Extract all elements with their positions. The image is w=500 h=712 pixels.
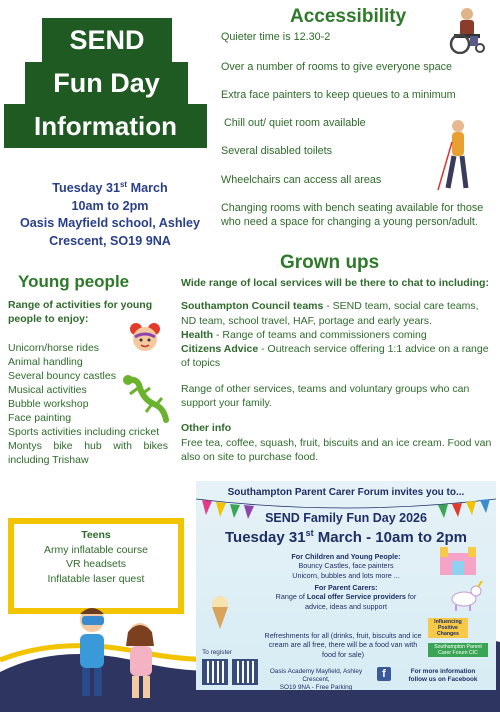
accessibility-item: who need a space for changing a young person/adult. [221,216,478,228]
grown-ups-section [181,276,496,464]
title-block [0,0,215,155]
health-teams: Health - Range of teams and commissioners coming [181,328,427,341]
teens-item: Army inflatable course [44,543,148,556]
accessibility-item: Changing rooms with bench seating available for those [221,202,484,214]
forum-logo: Southampton Parent Carer Forum CIC [428,643,488,657]
flyer-invite: Southampton Parent Carer Forum invites you to... [227,487,465,498]
activity-item: Face painting [8,412,72,424]
activity-item: Musical activities [8,384,87,396]
influencing-sign: Influencing Positive Changes [428,618,468,638]
other-services: Range of other services, teams and voluntary groups who can support your family. [181,382,470,410]
bouncy-castle-icon [436,541,480,577]
teens-item: VR headsets [65,558,127,570]
wheelchair-user-icon [440,6,494,54]
activity-item: Bubble workshop [8,398,89,410]
activity-item: Montys bike hub with bikes including Trishaw [8,440,168,466]
flyer-address: Oasis Academy Mayfield, Ashley Crescent, SO19 9NA - Free Parking [269,668,363,690]
flyer-children: For Children and Young People: Bouncy Castles, face painters Unicorn, bubbles and lots more ... [291,552,401,580]
activity-item: Animal handling [8,356,83,368]
person-with-cane-icon [434,118,480,192]
event-venue-2: Crescent, SO19 9NA [49,233,171,248]
flyer-carers: For Parent Carers: Range of Local offer Service providers for advice, ideas and support [275,583,417,611]
facebook-follow: For more information follow us on Facebook [408,668,478,683]
young-people-intro: Range of activities for young people to enjoy: [8,299,153,325]
title-line-2: Fun Day [25,62,188,104]
event-date: Tuesday 31st March [52,180,168,196]
teens-section [14,528,178,586]
fun-day-flyer [196,481,496,690]
activity-item: Sports activities including cricket [8,426,160,438]
accessibility-item: Several disabled toilets [221,145,333,157]
flyer-title: SEND Family Fun Day 2026 [265,511,427,525]
unicorn-icon [448,581,484,611]
accessibility-heading: Accessibility [290,6,407,27]
accessibility-item: Over a number of rooms to give everyone space [221,61,453,73]
event-info [10,176,210,250]
other-info-heading: Other info [181,422,232,435]
accessibility-item: Chill out/ quiet room available [221,117,366,129]
grown-ups-intro: Wide range of local services will be there to chat to including: [181,277,489,289]
title-line-3: Information [4,104,207,148]
event-venue-1: Oasis Mayfield school, Ashley [19,216,201,231]
event-time: 10am to 2pm [71,198,149,213]
face-paint-child-icon [128,321,162,355]
flyer-refreshments: Refreshments for all (drinks, fruit, biscuits and ice cream are all free, there will be a food van with food for sale) [264,631,422,659]
council-teams: Southampton Council teams - SEND team, social care teams, ND team, school travel, HAF, portage and early years. [181,300,479,327]
register-label: To register [202,649,232,656]
activity-item: Several bouncy castles [8,370,116,382]
kids-vr-illustration [62,598,172,708]
activity-item: Unicorn/horse rides [8,342,100,354]
lizard-icon [120,374,170,426]
citizens-advice: Citizens Advice - Outreach service offering 1:1 advice on a range of topics [181,343,489,370]
info-qr-code[interactable] [232,659,258,685]
accessibility-item: Wheelchairs can access all areas [221,174,382,186]
ice-cream-icon [208,595,232,631]
young-people-heading: Young people [18,272,130,291]
teens-heading: Teens [81,529,111,541]
teens-item: Inflatable laser quest [47,572,145,585]
register-qr-code[interactable] [202,659,228,685]
accessibility-item: Extra face painters to keep queues to a minimum [221,89,456,101]
other-info-text: Free tea, coffee, squash, fruit, biscuits and an ice cream. Food van also on site to purchase food. [181,436,492,463]
facebook-icon[interactable]: f [377,667,391,681]
flyer-date: Tuesday 31st March - 10am to 2pm [224,528,467,546]
title-line-1: SEND [42,18,172,62]
accessibility-item: Quieter time is 12.30-2 [221,31,331,43]
grown-ups-heading: Grown ups [280,252,380,273]
